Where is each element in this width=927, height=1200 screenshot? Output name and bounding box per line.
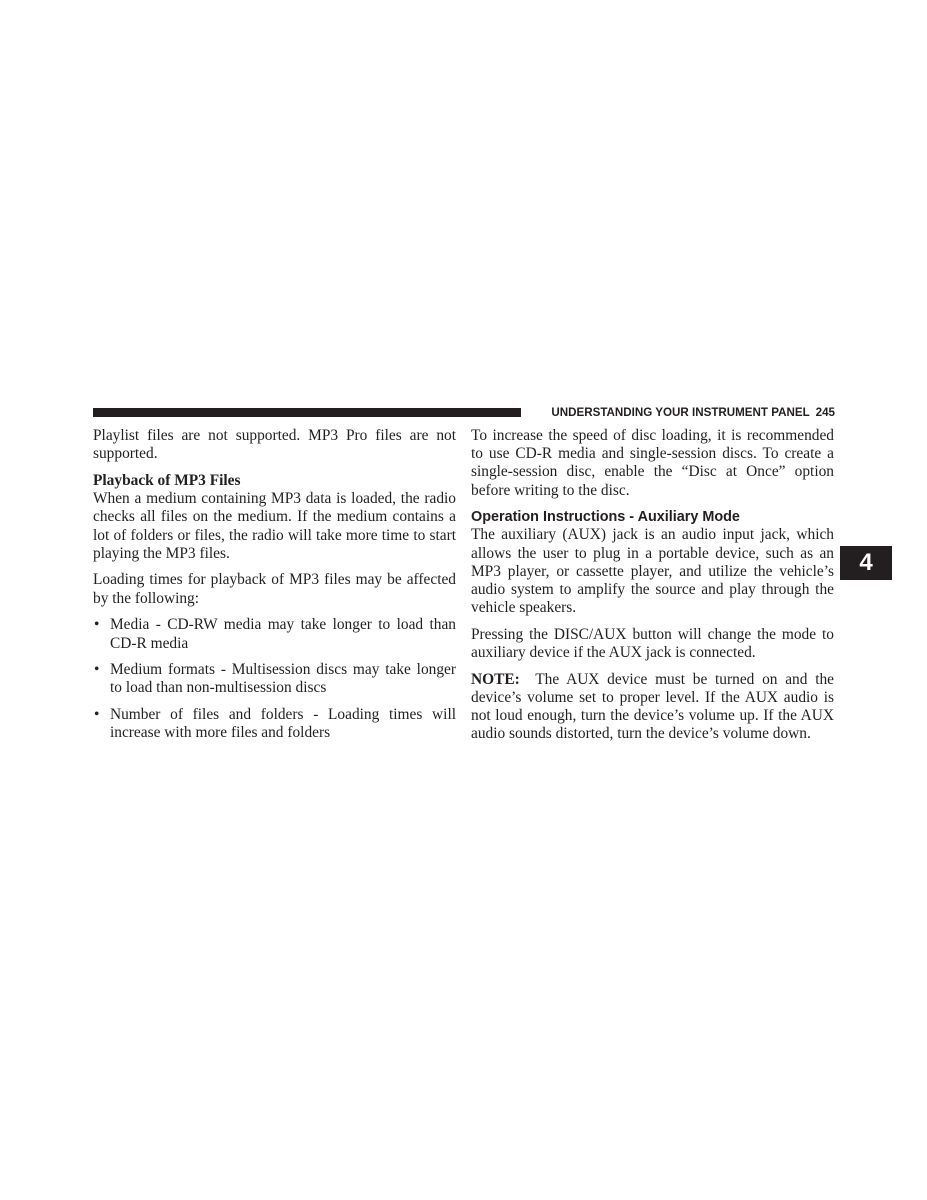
section-heading-auxiliary-mode: Operation Instructions - Auxiliary Mode [471,509,740,526]
note-text: The AUX device must be turned on and the device’s volume set to proper level. If the AUX audio is not loud enough, turn the device’s volume up. If the AUX audio sounds distorted, turn the device’s volume down. [471,670,834,743]
page-number: 245 [815,406,835,419]
list-item: • Media - CD-RW media may take longer to load than CD-R media [94,616,456,652]
note-label: NOTE: [471,670,520,688]
right-paragraph-1: The auxiliary (AUX) jack is an audio input jack, which allows the user to plug in a portable device, such as an MP3 player, or cassette player, and utilize the vehicle’s audio system to amplify the source and play through the vehicle speakers. [471,526,834,617]
chapter-tab: 4 [840,546,892,580]
running-head-title: UNDERSTANDING YOUR INSTRUMENT PANEL [551,406,810,419]
running-head [530,405,835,421]
bullet-icon: • [94,706,100,724]
right-intro-paragraph: To increase the speed of disc loading, it is recommended to use CD-R media and single-session discs. To create a single-session disc, enable the “Disc at Once” option before writing to the disc. [471,427,834,499]
left-paragraph-2: Loading times for playback of MP3 files may be affected by the following: [93,571,456,607]
note-paragraph [471,671,834,744]
header-rule [93,408,521,417]
list-item: • Number of files and folders - Loading times will increase with more files and folders [94,706,456,742]
left-paragraph-1: When a medium containing MP3 data is loaded, the radio checks all files on the medium. If the medium contains a lot of folders or files, the radio will take more time to start playing the MP3 files. [93,490,456,562]
left-column [93,427,456,751]
right-paragraph-2: Pressing the DISC/AUX button will change the mode to auxiliary device if the AUX jack is connected. [471,625,834,662]
bullet-icon: • [94,616,100,634]
right-column [471,427,834,752]
section-heading-mp3-playback: Playback of MP3 Files [93,471,241,489]
bullet-icon: • [94,661,100,679]
loading-factors-list [93,616,456,742]
left-intro-paragraph: Playlist files are not supported. MP3 Pro files are not supported. [93,427,456,463]
list-item: • Medium formats - Multisession discs may take longer to load than non-multisession discs [94,661,456,697]
